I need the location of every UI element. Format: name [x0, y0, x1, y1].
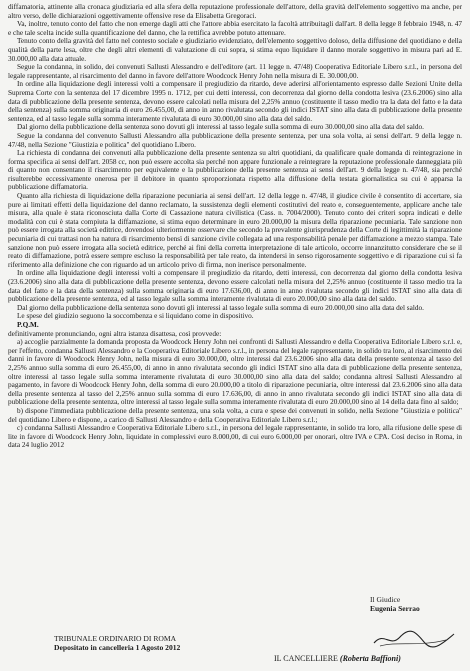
- paragraph: Segue la condanna del convenuto Sallusti Alessandro alla pubblicazione della presente sentenza, per una sola volta, ai sensi dell'art. 9 della legge n. 47/48, nella Sezione "Giustizia e politica" del quotidiano Libero.: [8, 131, 462, 149]
- tribunal-name: TRIBUNALE ORDINARIO DI ROMA: [54, 634, 177, 643]
- decision-item: b) dispone l'immediata pubblicazione della presente sentenza, una sola volta, a cura e spese dei convenuti in solido, nella Sezione "Giustizia e politica" del quotidiano Libero e dispone, a carico di Sallusti Alessandro e della Cooperativa Editoriale Libero s.r.l.;: [8, 406, 462, 424]
- tribunal-block: [54, 634, 180, 652]
- deposit-date: Depositato in cancelleria 1 Agosto 2012: [54, 643, 181, 652]
- paragraph: Dal giorno della pubblicazione della sentenza sono dovuti gli interessi al tasso legale sulla somma di euro 30.000,00 sino alla data del saldo.: [17, 123, 424, 132]
- cancelliere-block: [274, 654, 401, 663]
- paragraph: Quanto alla richiesta di liquidazione della riparazione pecuniaria ai sensi dell'art. 12 della legge n. 47/48, il giudice civile è consentito di accertare, sia pure ai limitati effetti della liquidazione del danno reclamato, la sussistenza degli elementi costitutivi del reato e, conseguentemente, applicare anche tale misura, alla quale è stata riconosciuta dalla Corte di Cassazione natura civilistica (Cass. n. 7004/2000). Tenuto conto dei criteri sopra indicati e delle modalità con cui è stata compiuta la diffamazione, si stima equo determinare in euro 20.000,00 la misura della riparazione pecuniaria. Tale sanzione non può essere irrogata alla società editrice, dovendosi ulteriormente osservare che secondo la prevalente giurisprudenza della Corte di legittimità la riparazione pecuniaria di cui trattasi non ha natura di risarcimento bensì di sanzione civile collegata ad una responsabilità penale per diffamazione a mezzo stampa. Tale sanzione non può essere irrogata alla società editrice, perché ai fini della corretta interpretazione di tale articolo, occorre innanzitutto considerare che se il reato di diffamazione, potrà essere sempre escluso la responsabilità per tale reato, da intendersi in senso rigorosamente soggettivo e di riparazione cui si fa riferimento alla definizione che con riguardo ad un articolo privo di firma, non inerisce personalmente.: [8, 192, 462, 269]
- judge-signature-block: [370, 595, 420, 613]
- paragraph: Segue la condanna, in solido, dei convenuti Sallusti Alessandro e dell'editore (art. 11 legge n. 47/48) Cooperativa Editoriale Libero s.r.l., in persona del legale rappresentante, al risarcimento del danno in favore dell'attore Woodcock Henry John nella misura di E. 30.000,00.: [8, 63, 462, 80]
- body-text: [8, 3, 462, 450]
- judge-name: Eugenia Serrao: [370, 604, 420, 613]
- judge-title: Il Giudice: [370, 595, 401, 604]
- cancelliere-label: IL CANCELLIERE: [274, 654, 338, 663]
- paragraph: In ordine alla liquidazione degli interessi volti a compensare il pregiudizio da ritardo, deve aderirsi all'orientamento espresso dalle Sezioni Unite della Suprema Corte con la sentenza del 17 dicembre 1995 n. 1712, per cui detti interessi, con decorrenza dal giorno della condotta lesiva (23.6.2006) sino alla data di pubblicazione della presente sentenza, devono essere calcolati nella misura del 2,25% annuo (costituente il tasso medio tra la data del fatto e la data della sentenza) sulla somma originaria di euro 26.455,00, di anno in anno rivalutata secondo gli indici ISTAT sino alla data di pubblicazione della presente sentenza, ed al tasso legale sulla somma interamente rivalutata di euro 30.000,00 sino alla data del saldo.: [8, 80, 462, 123]
- paragraph: Dal giorno della pubblicazione della sentenza sono dovuti gli interessi al tasso legale sulla somma di euro 20.000,00 sino alla data del saldo.: [17, 303, 424, 312]
- paragraph: Va, inoltre, tenuto conto del fatto che non emerge dagli atti che l'attore abbia esercitato la facoltà attribuitagli dall'art. 8 della legge 8 febbraio 1948, n. 47 e che tale scelta incide sulla quantificazione del danno, che la rettifica avrebbe potuto attenuare.: [8, 20, 462, 37]
- cancelliere-name: (Roberta Baffioni): [339, 654, 401, 663]
- paragraph: diffamatoria, attinente alla cronaca giudiziaria ed alla sfera della reputazione professionale dell'attore, della gravità dell'elemento soggettivo ma anche, per altro verso, delle dichiarazioni oggettivamente offensive rese da Elisabetta Gregoraci.: [8, 3, 462, 20]
- decision-intro: definitivamente pronunciando, ogni altra istanza disattesa, così provvede:: [8, 329, 222, 338]
- decision-item: a) accoglie parzialmente la domanda proposta da Woodcock Henry John nei confronti di Sallusti Alessandro e della Cooperativa Editoriale Libero s.r.l. e, per l'effetto, condanna Sallusti Alessandro e la Cooperativa Editoriale Libero s.r.l., in persona del legale rappresentante, in solido tra loro, al risarcimento dei danni in favore di Woodcock Henry John, nella misura di euro 30.000,00, oltre interessi dal 23.6.2006 sino alla data della presente sentenza al tasso del 2,25% annuo sulla somma di euro 26.455,00, di anno in anno rivalutata secondo gli indici ISTAT sino alla data di pubblicazione della presente sentenza, oltre interessi al tasso legale sulla somma interamente rivalutata di euro 30.000,00 sino alla data del saldo; condanna altresì Sallusti Alessandro al pagamento, in favore di Woodcock Henry John, della somma di euro 20.000,00 a titolo di riparazione pecuniaria, oltre interessi dal 23.6.2006 sino alla data della presente sentenza al tasso del 2,25% annuo sulla somma di euro 17.636,00, di anno in anno rivalutata secondo gli indici ISTAT sino alla data di pubblicazione della presente sentenza, oltre interessi al tasso legale sulla somma interamente rivalutata di euro 20.000,00 sino al 14 della data fino al saldo;: [8, 338, 462, 407]
- handwritten-signature: [370, 628, 458, 650]
- paragraph: Le spese del giudizio seguono la soccombenza e si liquidano come in dispositivo.: [17, 312, 254, 321]
- paragraph: In ordine alla liquidazione degli interessi volti a compensare il pregiudizio da ritardo, detti interessi, con decorrenza dal giorno della condotta lesiva (23.6.2006) sino alla data di pubblicazione della presente sentenza, devono essere calcolati nella misura del 2,25% annuo (costituente il tasso medio tra la data del fatto e la data della sentenza) sulla somma originaria di euro 17.636,00, di anno in anno rivalutata secondo gli indici ISTAT sino alla data di pubblicazione della presente sentenza, ed al tasso legale sulla somma interamente rivalutata di euro 20.000,00 sino alla data del saldo.: [8, 269, 462, 304]
- pqm-heading: P.Q.M.: [17, 320, 39, 329]
- paragraph: La richiesta di condanna dei convenuti alla pubblicazione della presente sentenza su altri quotidiani, da qualificare quale domanda di reintegrazione in forma specifica ai sensi dell'art. 2058 cc, non può essere accolta sia perché non appare funzionale a reintegrare la reputazione professionale danneggiata più di quanto non consentano il risarcimento per equivalente e la pubblicazione della presente sentenza ai sensi dell'art. 9 della legge n. 47/48, sia perché risulterebbe eccessivamente onerosa per il debitore in quanto sproporzionata rispetto alla diffusione della testata giornalistica su cui è apparsa la pubblicazione diffamatoria.: [8, 149, 462, 192]
- paragraph: Tenuto conto della gravità del fatto nel contesto sociale e giudiziario evidenziato, dell'elemento soggettivo doloso, della diffusione del quotidiano e della qualità della parte lesa, oltre che degli altri elementi di valutazione di cui sopra, si stima equo liquidare il danno morale soggettivo in misura pari ad E. 30.000,00 alla data attuale.: [8, 37, 462, 63]
- decision-item: c) condanna Sallusti Alessandro e Cooperativa Editoriale Libero s.r.l., in persona del legale rappresentante, in solido tra loro, alla rifusione delle spese di lite in favore di Woodcock Henry John, liquidate in complessivi euro 8.000,00, di cui euro 6.000,00 per onorari, oltre IVA e CPA. Così deciso in Roma, in data 24 luglio 2012: [8, 424, 462, 450]
